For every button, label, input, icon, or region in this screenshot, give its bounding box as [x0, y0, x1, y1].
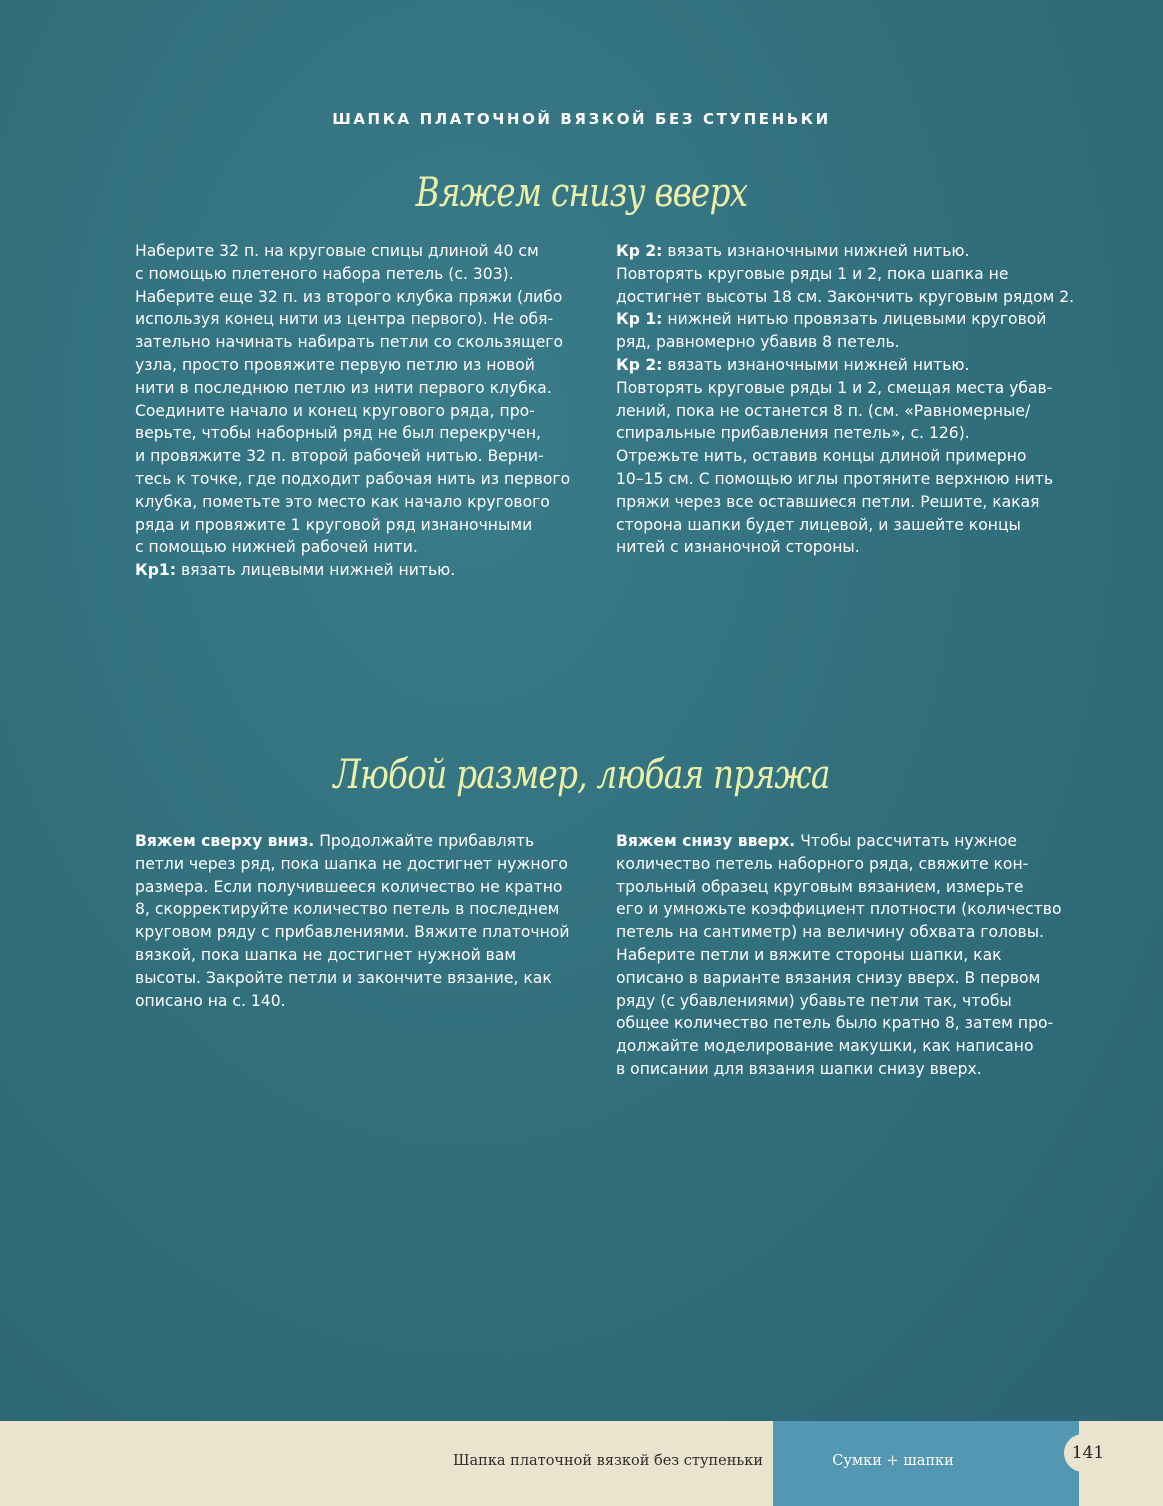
text-line	[616, 468, 1081, 491]
line-text: ряда и провяжите 1 круговой ряд изнаночными	[135, 515, 533, 534]
text-line	[616, 536, 1081, 559]
bold-lead: Вяжем сверху вниз.	[135, 832, 315, 850]
text-line	[135, 286, 590, 309]
line-text: с помощью нижней рабочей нити.	[135, 538, 418, 557]
line-text: с помощью плетеного набора петель (с. 303).	[135, 264, 514, 283]
section-title-any-size: Любой размер, любая пряжа	[333, 752, 830, 798]
line-text: вязать изнаночными нижней нитью.	[662, 242, 970, 260]
line-text: Продолжайте прибавлять	[314, 832, 535, 850]
text-line	[135, 944, 590, 967]
line-text: трольный образец круговым вязанием, измерьте	[616, 877, 1024, 896]
section2-column-right	[616, 830, 1081, 1081]
text-line	[135, 830, 590, 853]
text-line	[616, 514, 1081, 537]
text-line	[135, 240, 590, 263]
line-text: Наберите петли и вяжите стороны шапки, как	[616, 945, 1002, 964]
line-text: вязать лицевыми нижней нитью.	[176, 561, 456, 580]
line-text: высоты. Закройте петли и закончите вязание, как	[135, 968, 552, 987]
text-line	[135, 876, 590, 899]
section-title-bottom-up: Вяжем снизу вверх	[415, 170, 748, 216]
text-line	[616, 263, 1081, 286]
line-text: Отрежьте нить, оставив концы длиной примерно	[616, 447, 1027, 466]
line-text: должайте моделирование макушки, как написано	[616, 1037, 1034, 1056]
text-line	[616, 876, 1081, 899]
line-text: Соедините начало и конец кругового ряда, про-	[135, 401, 535, 420]
text-line	[135, 445, 590, 468]
line-text: описано в варианте вязания снизу вверх. В первом	[616, 968, 1041, 987]
line-text: сторона шапки будет лицевой, и зашейте концы	[616, 515, 1021, 534]
line-text: круговом ряду с прибавлениями. Вяжите платочной	[135, 923, 570, 942]
line-text: его и умножьте коэффициент плотности (количество	[616, 900, 1062, 919]
line-text: нижней нитью провязать лицевыми круговой	[662, 310, 1047, 329]
text-line	[135, 422, 590, 445]
text-line	[135, 491, 590, 514]
text-line	[135, 331, 590, 354]
text-line	[135, 921, 590, 944]
line-text: Чтобы рассчитать нужное	[795, 832, 1018, 850]
text-line	[616, 331, 1081, 354]
line-text: петель на сантиметр) на величину обхвата головы.	[616, 923, 1044, 942]
text-line	[616, 286, 1081, 309]
running-header: ШАПКА ПЛАТОЧНОЙ ВЯЗКОЙ БЕЗ СТУПЕНЬКИ	[332, 110, 831, 128]
line-text: петли через ряд, пока шапка не достигнет нужного	[135, 854, 568, 873]
text-line	[135, 377, 590, 400]
line-text: нитей с изнаночной стороны.	[616, 538, 860, 557]
line-text: Наберите еще 32 п. из второго клубка пряжи (либо	[135, 287, 563, 306]
text-line	[616, 898, 1081, 921]
line-text: клубка, пометьте это место как начало кругового	[135, 492, 550, 511]
bold-lead: Кр 2:	[616, 242, 663, 260]
line-text: 10–15 см. С помощью иглы протяните верхнюю нить	[616, 469, 1054, 488]
section1-column-left	[135, 240, 590, 582]
text-line	[616, 944, 1081, 967]
footer-section-label: Сумки + шапки	[832, 1453, 954, 1469]
text-line	[616, 1012, 1081, 1035]
text-line	[135, 263, 590, 286]
line-text: в описании для вязания шапки снизу вверх.	[616, 1059, 982, 1078]
line-text: достигнет высоты 18 см. Закончить круговым рядом 2.	[616, 287, 1075, 306]
bold-lead: Кр 1:	[616, 310, 663, 329]
section2-column-left	[135, 830, 590, 1012]
text-line	[616, 400, 1081, 423]
line-text: вязкой, пока шапка не достигнет нужной вам	[135, 945, 517, 964]
text-line	[616, 1058, 1081, 1081]
bold-lead: Кр1:	[135, 561, 176, 580]
text-line	[135, 400, 590, 423]
text-line	[616, 240, 1081, 263]
line-text: описано на с. 140.	[135, 991, 286, 1010]
line-text: пряжи через все оставшиеся петли. Решите, какая	[616, 492, 1040, 511]
page-number: 141	[1064, 1434, 1112, 1472]
text-line	[135, 308, 590, 331]
footer-chapter-title: Шапка платочной вязкой без ступеньки	[452, 1453, 763, 1469]
text-line	[616, 354, 1081, 377]
line-text: размера. Если получившееся количество не кратно	[135, 877, 563, 896]
text-line	[616, 377, 1081, 400]
text-line	[135, 967, 590, 990]
section1-column-right	[616, 240, 1081, 559]
line-text: лений, пока не останется 8 п. (см. «Равномерные/	[616, 401, 1031, 420]
line-text: нити в последнюю петлю из нити первого клубка.	[135, 378, 552, 397]
text-line	[135, 898, 590, 921]
bold-lead: Кр 2:	[616, 355, 663, 374]
text-line	[616, 445, 1081, 468]
line-text: и провяжите 32 п. второй рабочей нитью. Верни-	[135, 447, 544, 466]
line-text: зательно начинать набирать петли со скользящего	[135, 333, 564, 352]
text-line	[616, 308, 1081, 331]
text-line	[616, 830, 1081, 853]
text-line	[135, 536, 590, 559]
text-line	[616, 853, 1081, 876]
bold-lead: Вяжем снизу вверх.	[616, 832, 796, 850]
line-text: вязать изнаночными нижней нитью.	[662, 355, 970, 374]
text-line	[616, 990, 1081, 1013]
line-text: тесь к точке, где подходит рабочая нить из первого	[135, 469, 571, 488]
line-text: верьте, чтобы наборный ряд не был перекручен,	[135, 424, 541, 443]
line-text: ряду (с убавлениями) убавьте петли так, чтобы	[616, 991, 1012, 1010]
line-text: Повторять круговые ряды 1 и 2, пока шапка не	[616, 264, 1009, 283]
text-line	[135, 468, 590, 491]
line-text: используя конец нити из центра первого). Не обя-	[135, 310, 554, 329]
text-line	[135, 354, 590, 377]
text-line	[135, 990, 590, 1013]
text-line	[616, 1035, 1081, 1058]
line-text: спиральные прибавления петель», с. 126).	[616, 424, 970, 443]
line-text: общее количество петель было кратно 8, затем про-	[616, 1014, 1054, 1033]
text-line	[616, 967, 1081, 990]
line-text: ряд, равномерно убавив 8 петель.	[616, 333, 900, 352]
line-text: узла, просто провяжите первую петлю из новой	[135, 355, 535, 374]
line-text: Наберите 32 п. на круговые спицы длиной 40 см	[135, 242, 539, 260]
text-line	[616, 491, 1081, 514]
text-line	[135, 514, 590, 537]
line-text: 8, скорректируйте количество петель в последнем	[135, 900, 560, 919]
text-line	[135, 559, 590, 582]
text-line	[616, 422, 1081, 445]
line-text: количество петель наборного ряда, свяжите кон-	[616, 854, 1029, 873]
text-line	[616, 921, 1081, 944]
line-text: Повторять круговые ряды 1 и 2, смещая места убав-	[616, 378, 1053, 397]
text-line	[135, 853, 590, 876]
